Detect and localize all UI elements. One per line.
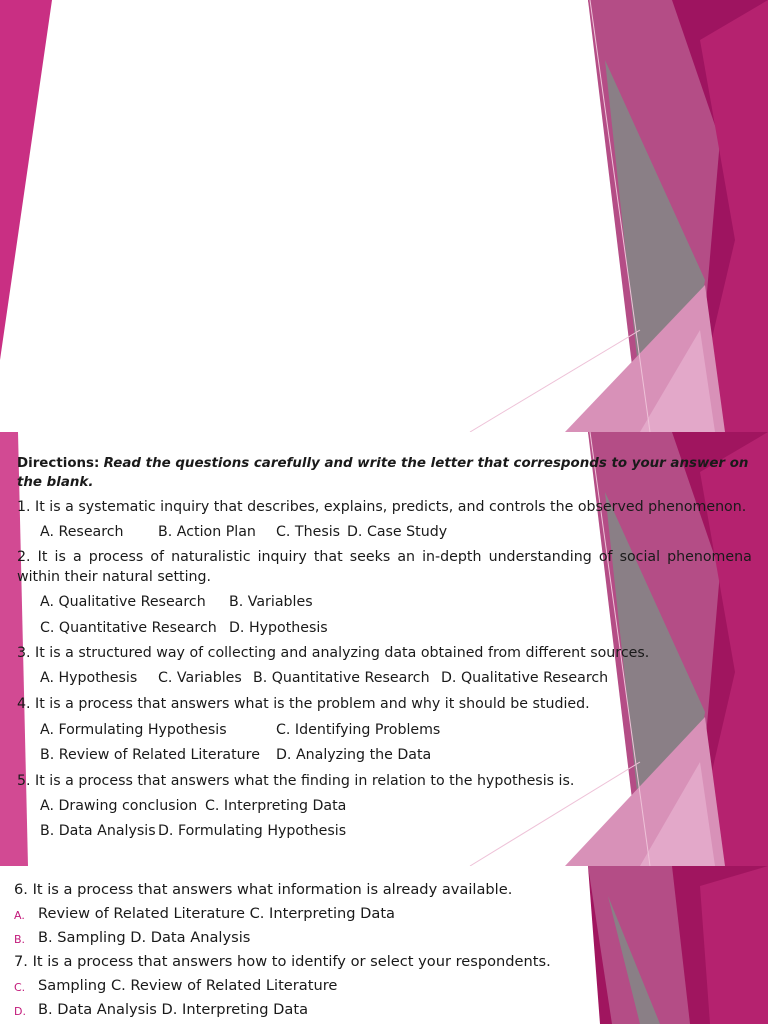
choice: B. Action Plan [158,524,256,540]
list-item: B. Sampling D. Data Analysis [38,929,251,946]
choice: A. Drawing conclusion [40,798,198,814]
choice: A. Qualitative Research [40,594,206,610]
question-2-cont: within their natural setting. [17,569,212,585]
directions-line [17,451,748,476]
choice: B. Review of Related Literature [40,747,260,763]
list-marker: D. [14,1005,26,1018]
right-front-shape [700,866,768,1024]
choice: B. Data Analysis [40,823,156,839]
choice: A. Research [40,524,124,540]
question-1: 1. It is a systematic inquiry that describes, explains, predicts, and controls the observed phenomenon. [17,499,747,515]
choice: C. Quantitative Research [40,620,217,636]
list-marker: C. [14,981,26,994]
slide-1 [0,0,768,432]
choice: C. Variables [158,670,242,686]
choice: C. Thesis [276,524,341,540]
choice: D. Case Study [347,524,448,540]
choice: C. Identifying Problems [276,722,441,738]
choice: D. Analyzing the Data [276,747,432,763]
choice: A. Formulating Hypothesis [40,722,227,738]
question-3: 3. It is a structured way of collecting and analyzing data obtained from different sources. [17,645,650,661]
list-item: Review of Related Literature C. Interpreting Data [38,905,395,922]
directions-text: Read the questions carefully and write the letter that corresponds to your answer on [103,456,749,471]
choice: B. Quantitative Research [253,670,430,686]
list-item: B. Data Analysis D. Interpreting Data [38,1001,309,1018]
directions-text-cont: the blank. [17,475,94,490]
choice: D. Qualitative Research [441,670,609,686]
choice: A. Hypothesis [40,670,138,686]
question-4: 4. It is a process that answers what is the problem and why it should be studied. [17,696,590,712]
list-marker: B. [14,933,26,946]
list-marker: A. [14,909,25,922]
directions-label: Directions: [17,456,100,471]
question-5: 5. It is a process that answers what the finding in relation to the hypothesis is. [17,773,575,789]
choice: B. Variables [229,594,313,610]
question-6: 6. It is a process that answers what information is already available. [14,881,513,898]
slide-2 [0,432,768,866]
question-2: 2. It is a process of naturalistic inquiry that seeks an in-depth understanding of social phenomena [17,549,752,565]
question-7: 7. It is a process that answers how to identify or select your respondents. [14,953,551,970]
choice: D. Formulating Hypothesis [158,823,347,839]
list-item: Sampling C. Review of Related Literature [38,977,338,994]
slide-1-decoration [0,0,768,432]
left-accent-triangle [0,0,52,360]
choice: C. Interpreting Data [205,798,347,814]
slide-3 [0,866,768,1024]
choice: D. Hypothesis [229,620,328,636]
